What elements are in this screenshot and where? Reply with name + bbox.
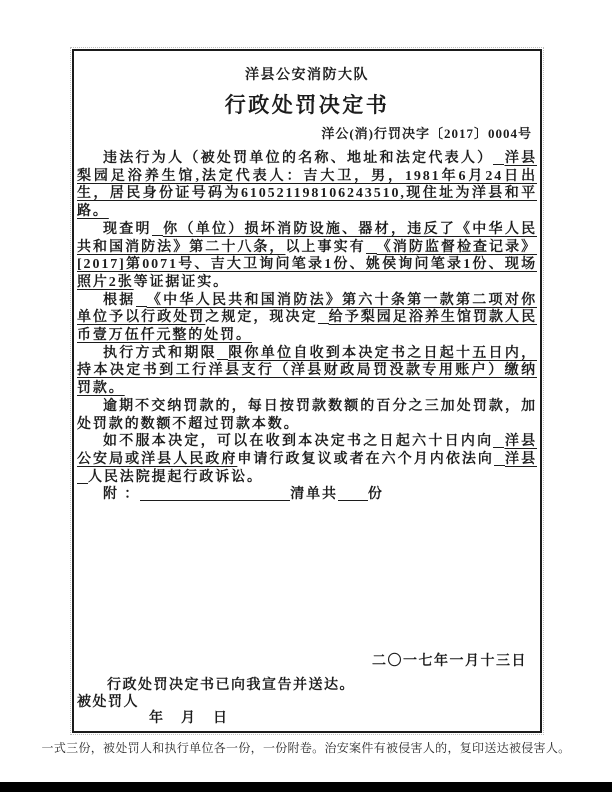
document-body [74, 150, 540, 504]
blank-gap [152, 224, 163, 236]
document-title: 行政处罚决定书 [224, 93, 390, 117]
basis-fill: 《中华人民共和国消防法》第六十条第一款第二项对你单位予以行政处罚 [77, 292, 537, 326]
evidence-label: 以上事实有 [285, 239, 366, 255]
paragraph-execution [77, 345, 537, 398]
blank-gap [217, 348, 228, 360]
appeal-court-label: 申请行政复议或者在六个月内依法向 [237, 451, 494, 467]
paragraph-appeal [77, 433, 537, 486]
execution-label: 执行方式和期限 [103, 345, 217, 361]
paragraph-late-penalty [77, 398, 537, 433]
appeal-suffix: 人民法院提起行政诉讼。 [88, 469, 263, 485]
violator-fill: 洋县梨园足浴养生馆,法定代表人：吉大卫，男，1981年6月24日出生，居民身份证号码为610521198106243510,现住址为洋县和平路。 [77, 151, 537, 220]
appeal-label: 如不服本决定，可以在收到本决定书之日起六十日内向 [103, 434, 494, 450]
scan-edge-bar [0, 782, 612, 792]
decision-date: 二〇一七年一月十三日 [372, 654, 527, 669]
attachment-count-blank [338, 489, 368, 501]
findings-fill: 你（单位）损坏消防设施、器材，违反了《中华人民共和国消防法》第二十八条， [77, 221, 537, 255]
execution-fill: 限你单位自收到本决定书之日起十五日内，持本决定书到工行洋县支行（洋县财政局罚没款专用账户）缴纳罚款。 [77, 345, 537, 397]
blank-gap [366, 242, 377, 254]
blank-gap [136, 295, 147, 307]
blank-gap [494, 454, 505, 466]
punished-person-label: 被处罚人 [77, 695, 139, 710]
late-penalty-text: 逾期不交纳罚款的，每日按罚款数额的百分之三加处罚款，加处罚款的数额不超过罚款本数。 [77, 398, 537, 432]
delivery-statement: 行政处罚决定书已向我宣告并送达。 [107, 678, 355, 693]
attachment-unit-label: 份 [367, 487, 384, 503]
document-number: 洋公(消)行罚决字〔2017〕0004号 [321, 126, 532, 141]
blank-gap [493, 153, 504, 165]
decision-label: 之规定，现决定 [205, 310, 318, 326]
paragraph-violator [77, 150, 537, 221]
appeal-authority-fill: 洋县公安局或洋县人民政府 [77, 434, 537, 467]
evidence-suffix: 等证据证实。 [133, 274, 230, 290]
attachment-label: 附 ： [103, 487, 141, 503]
attachment-blank-line [140, 489, 290, 501]
blank-gap [77, 472, 88, 484]
attachment-list-label: 清单共 [290, 487, 338, 503]
blank-gap [493, 436, 504, 448]
paragraph-findings [77, 221, 537, 292]
evidence-fill: 《消防监督检查记录》[2017]第0071号、吉大卫询问笔录1份、姚侯询问笔录1份、现场照片2张 [77, 239, 538, 290]
basis-label: 根据 [103, 292, 136, 308]
paragraph-legal-basis [77, 292, 537, 345]
paragraph-attachment [77, 486, 537, 504]
findings-label: 现查明 [103, 221, 152, 237]
document-border-frame [72, 49, 542, 733]
copies-distribution-note: 一式三份，被处罚人和执行单位各一份，一份附卷。治安案件有被侵害人的，复印送达被侵害人。 [41, 741, 571, 755]
appeal-court-fill: 洋县 [504, 451, 537, 467]
violator-label: 违法行为人（被处罚单位的名称、地址和法定代表人） [103, 151, 494, 166]
blank-gap [318, 312, 329, 324]
issuing-authority: 洋县公安消防大队 [245, 68, 369, 83]
closing-block [77, 650, 537, 727]
signature-date-blanks: 年 月 日 [149, 711, 229, 726]
decision-fill: 给予梨园足浴养生馆罚款人民币壹万伍仟元整的处罚。 [77, 310, 537, 344]
